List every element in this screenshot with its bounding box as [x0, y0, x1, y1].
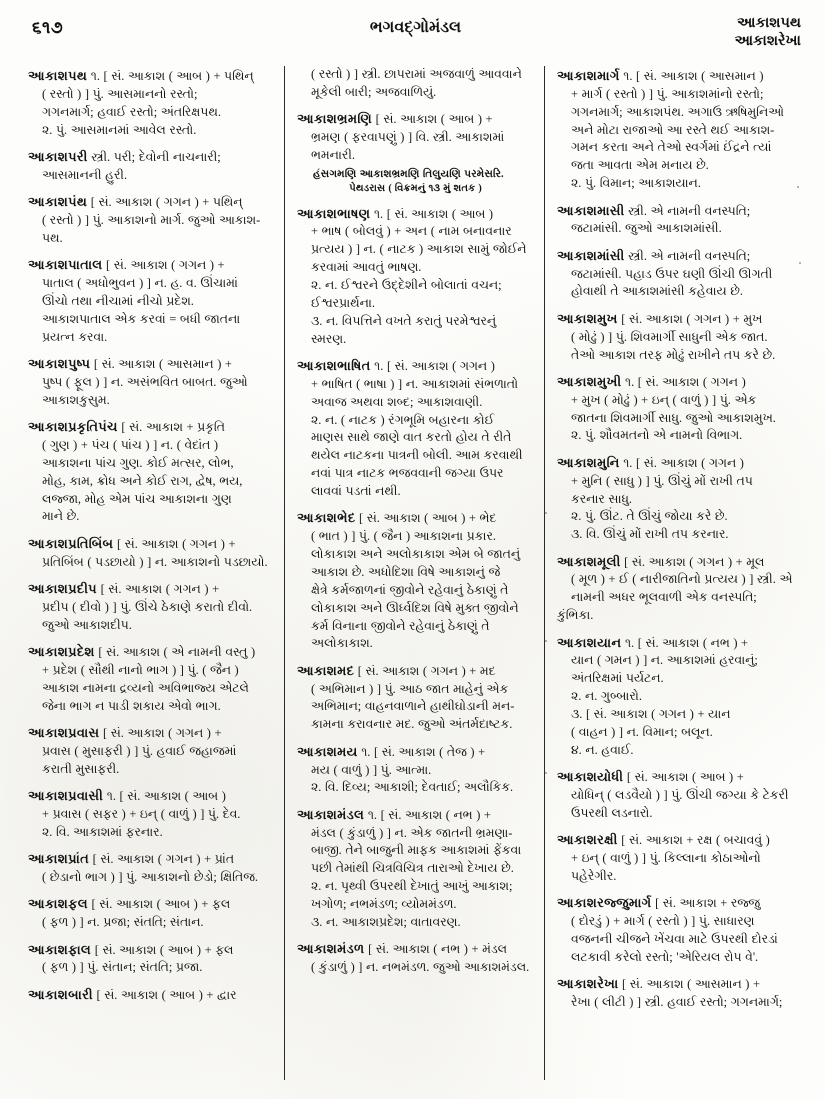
entry-definition-line: [ સં. આકાશ ( આબ ) + ભેદ: [359, 511, 497, 526]
entry-definition-line: આકાશકુસુમ.: [42, 392, 110, 407]
dictionary-entry: [297, 805, 534, 932]
entry-definition-line: પ્રવાસ ( મુસાફરી ) ] પું. હવાઈ જહાજમાં: [42, 743, 237, 758]
entry-headword: આકાશપુષ્પ: [28, 356, 91, 372]
entry-definition-line: માણસ સાથે જાણે વાત કરતો હોય તે રીતે: [311, 430, 512, 445]
entry-definition-line: પ્રયત્ન કરવા.: [42, 329, 108, 344]
entry-headword: આકાશપ્રવાસી: [28, 788, 104, 804]
dictionary-entry: [28, 894, 274, 932]
entry-definition-line: લજ્જા, મોહ એમ પાંચ આકાશના ગુણ: [42, 491, 232, 506]
entry-definition-line: લટકાવી કરેલો રસ્તો; 'એરિયલ રોપ વે'.: [571, 949, 759, 964]
entry-definition-line: [ સં. આકાશ ( ગગન ) + પથિન્: [90, 195, 243, 210]
entry-headword: આકાશમુનિ: [557, 454, 620, 470]
entry-definition-line: ૧. [ સં. આકાશ ( ગગન ): [623, 455, 744, 470]
entry-headword: આકાશપ્રદીપ: [28, 580, 97, 596]
entry-definition-line: [ સં. આકાશ ( આસમાન ) +: [621, 977, 760, 992]
entry-definition-line: નવાં પાત્ર નાટક ભજવવાની જગ્યા ઉપર: [311, 466, 504, 481]
entry-definition-line: તેઓ આકાશ તરફ મોઢું રાખીને તપ કરે છે.: [571, 347, 776, 362]
entry-definition-line: ૨. પું. ઊંટ. તે ઊંચું જોયા કરે છે.: [571, 509, 728, 524]
entry-definition-line: + પ્રવાસ ( સફર ) + ઇન્ ( વાળું ) ] પું. દેવ.: [42, 806, 241, 821]
entry-definition-line: મોહ, કામ, ક્રોધ અને કોઈ રાગ, દ્વેષ, ભય,: [42, 473, 243, 488]
entry-definition-line: અલોકાકાશ.: [311, 636, 373, 651]
dictionary-entry: [28, 579, 274, 635]
entry-definition-line: આકાશપાતાલ એક કરવાં = બધી જાતના: [42, 311, 241, 326]
dictionary-entry: [557, 633, 794, 760]
running-head: [28, 14, 803, 66]
entry-definition-line: અને મોટા રાજાઓ આ રસ્તે થઈ આકાશ-: [571, 122, 775, 137]
entry-definition-line: [ સં. આકાશ ( નભ ) + મંડલ: [368, 942, 507, 957]
entry-headword: આકાશયાન: [557, 634, 622, 650]
entry-definition-line: માને છે.: [42, 509, 80, 524]
entry-definition-line: અભિમાન; વાહનવાળાને હાથીઘોડાની મન-: [311, 699, 515, 714]
entry-headword: આકાશભ્રમણિ: [297, 111, 373, 127]
entry-definition-line: લોકાકાશ અને અલોકાકાશ એમ બે જાતનું: [311, 547, 521, 562]
entry-headword: આકાશપ્રવાસ: [28, 725, 100, 740]
dictionary-entry: [557, 201, 794, 239]
entry-definition-line: ૨. વિ. દિવ્ય; આકાશી; દેવતાઈ; અલૌકિક.: [311, 780, 514, 795]
dictionary-entry: [297, 204, 534, 349]
dictionary-entry: [28, 192, 274, 248]
entry-definition-line: લોકાકાશ અને ઊર્ધ્વદિશ વિષે મુક્ત જીવોને: [311, 600, 519, 615]
entry-definition-line: ૨. ન. ગુબ્બારો.: [571, 689, 642, 704]
entry-definition-line: ( રસ્તો ) ] પું. આસમાનનો રસ્તો;: [42, 86, 198, 101]
dictionary-entry: [557, 974, 794, 1012]
entry-definition-line: પથ.: [42, 230, 63, 245]
entry-headword: આકાશફલ: [28, 896, 88, 912]
book-title: ભગવદ્ગોમંડલ: [369, 19, 462, 36]
entry-headword: આકાશમુખ: [557, 310, 618, 326]
entry-definition-line: + મુખ ( મોઢું ) + ઇન્ ( વાળું ) ] પું. એક: [571, 392, 757, 407]
dictionary-entry: [297, 508, 534, 653]
entry-definition-line: ગગનમાર્ગ; હવાઈ રસ્તો; અંતરિક્ષપથ.: [42, 104, 221, 119]
entry-definition-line: ૧. [ સં. આકાશ ( તેજ ) +: [361, 744, 486, 759]
entry-definition-line: ૨. પું. આસમાનમાં આવેલ રસ્તો.: [42, 122, 197, 137]
dictionary-entry: [28, 985, 274, 1005]
entry-definition-line: આસમાનની હુરી.: [42, 167, 128, 182]
entry-definition-line: ૧. [ સં. આકાશ ( આબ ): [373, 206, 494, 221]
entry-definition-line: [ સં. આકાશ ( ગગન ) + પ્રાંત: [92, 852, 235, 867]
entry-definition-line: [ સં. આકાશ ( આબ ) +: [626, 770, 744, 785]
entry-definition-line: થયેલ નાટકના પાત્રની બોલી. આમ કરવાથી: [311, 448, 523, 463]
entry-definition-line: ૩. ન. વિપત્તિને વખતે કરાતું પરમેશ્વરનું: [311, 313, 497, 328]
entry-definition-line: ગમન કરતા અને તેઓ સ્વર્ગમાં ઈંદ્રને ત્યાં: [571, 140, 772, 155]
entry-definition-line: ( રસ્તો ) ] પું. આકાશનો માર્ગ. જુઓ આકાશ-: [42, 213, 261, 228]
dictionary-entry: [28, 255, 274, 346]
entry-definition-line: + માર્ગ ( રસ્તો ) ] પું. આકાશમાંનો રસ્તો;: [571, 86, 764, 101]
dictionary-entry: [297, 356, 534, 501]
entry-headword: આકાશમુખી: [557, 373, 622, 389]
entry-headword: આકાશમદ: [297, 662, 355, 678]
scan-speck: [545, 512, 547, 514]
entry-citation: હંસગમણિ આકાશભ્રમણિ તિલુયણિ પરમેસરિ.: [313, 168, 504, 180]
entry-definition-line: સ્ત્રી. એ નામની વનસ્પતિ;: [628, 248, 751, 263]
entry-definition-line: અંતરિક્ષમાં પર્યટન.: [571, 671, 664, 686]
entry-headword: આકાશમાંસી: [557, 247, 625, 263]
dictionary-entry: [28, 66, 274, 139]
entry-definition-line: ( અભિમાન ) ] પું. આઠ જાત માહેનું એક: [311, 681, 509, 696]
entry-definition-line: પ્રત્યય ) ] ન. ( નાટક ) આકાશ સામું જોઈને: [311, 242, 527, 257]
entry-headword: આકાશફાલ: [28, 941, 92, 957]
entry-headword: આકાશયોધી: [557, 769, 624, 785]
entry-definition-line: પુષ્પ ( ફૂલ ) ] ન. અસંભવિત બાબત. જુઓ: [42, 374, 248, 389]
entry-headword: આકાશપ્રકૃતિપંચ: [28, 419, 118, 435]
entry-definition-line: હોવાથી તે આકાશમાંસી કહેવાય છે.: [571, 284, 743, 299]
guide-word-first: આકાશપથ: [737, 15, 801, 31]
dictionary-entry: [557, 767, 794, 823]
entry-definition-line: ૧. [ સં. આકાશ ( આબ ) + પથિન્: [90, 69, 254, 83]
entry-definition-line: ઉપરથી લડનારો.: [571, 805, 653, 820]
entry-headword: આકાશમાસી: [557, 202, 625, 218]
entry-definition-line: રેખા ( લીટી ) ] સ્ત્રી. હવાઈ રસ્તો; ગગનમાર્ગ;: [571, 995, 783, 1010]
column-container: [24, 66, 804, 1080]
entry-definition-line: ઈશ્વરપ્રાર્થના.: [311, 295, 375, 310]
entry-definition-line: યોધિન્ ( લડવૈયો ) ] પું. ઊંચી જગ્યા કે ટેકરી: [571, 787, 789, 802]
entry-definition-line: કરવામાં આવતું ભાષણ.: [311, 260, 422, 275]
dictionary-entry: [557, 893, 794, 966]
entry-definition-line: લાવવાં પડતાં નથી.: [311, 484, 401, 498]
entry-definition-line: ( વાહન ) ] ન. વિમાન; બલૂન.: [571, 724, 713, 739]
entry-definition-line: ભમનારી.: [311, 147, 355, 162]
entry-definition-line: ( મોઢું ) ] પું. શિવમાર્ગી સાધુની એક જાત.: [571, 329, 768, 344]
entry-definition-line: કરાતી મુસાફરી.: [42, 761, 120, 776]
entry-definition-line: મંડલ ( કુંડાળું ) ] ન. એક જાતની ભ્રમણા-: [311, 825, 513, 840]
entry-definition-line: ( ગુણ ) + પંચ ( પાંચ ) ] ન. ( વેદાંત ): [42, 437, 219, 452]
entry-definition-line: વજનની ચીજને ખેંચવા માટે ઉપરથી દોરડાં: [571, 931, 778, 946]
entry-definition-line: અવાજ અથવા શબ્દ; આકાશવાણી.: [311, 394, 483, 409]
dictionary-entry: [297, 661, 534, 734]
entry-headword: આકાશપરી: [28, 148, 88, 164]
entry-definition-line: કરનાર સાધુ.: [571, 491, 633, 506]
dictionary-entry: [297, 742, 534, 798]
entry-definition-line: ( ભાત ) ] પું. ( જૈન ) આકાશના પ્રકાર.: [311, 529, 496, 544]
entry-definition-line: ૩. વિ. ઊંચું મોં રાખી તપ કરનાર.: [571, 527, 729, 542]
entry-definition-line: ભ્રમણ ( ફરવાપણું ) ] વિ. સ્ત્રી. આકાશમાં: [311, 130, 505, 145]
scan-speck: [799, 262, 801, 264]
guide-word-last: આકાશરેખા: [734, 33, 801, 50]
entry-definition-line: [ સં. આકાશ ( એ નામની વસ્તુ ): [98, 645, 256, 660]
entry-headword: આકાશપથ: [28, 68, 88, 83]
entry-definition-line: ( ફળ ) ] પું. સંતાન; સંતતિ; પ્રજા.: [42, 960, 203, 975]
scan-speck: [545, 772, 547, 774]
entry-definition-line: ૧. [ સં. આકાશ ( આબ ): [106, 789, 226, 804]
entry-headword: આકાશભાષિત: [297, 357, 371, 373]
entry-headword: આકાશભાષણ: [297, 205, 371, 221]
entry-definition-line: ૧. [ સં. આકાશ ( આસમાન ): [623, 69, 764, 83]
entry-definition-line: + ભાષિત ( ભાષા ) ] ન. આકાશમાં સંભળાતો: [311, 376, 519, 391]
entry-definition-line: [ સં. આકાશ ( આબ ) + ફલ: [91, 897, 231, 912]
entry-headword: આકાશરજ્જુમાર્ગ: [557, 895, 652, 911]
entry-definition-line: [ સં. આકાશ + રજ્જુ: [655, 896, 761, 911]
entry-definition-line: જતા આવતા એમ મનાય છે.: [571, 158, 709, 173]
entry-definition-line: મૂકેલી બારી; અજવાળિયું.: [311, 84, 437, 99]
entry-definition-line: ક્ષેત્રે કર્મજાળનાં જીવોને રહેવાનું ઠેકાણું તે: [311, 582, 509, 597]
dictionary-entry: [557, 66, 794, 193]
scan-speck: [797, 186, 799, 188]
entry-definition-line: [ સં. આકાશ ( આબ ) + ફલ: [94, 942, 234, 957]
entry-definition-line: આકાશ નામના દ્રવ્યનો અવિભાજ્ય એટલે: [42, 680, 249, 695]
entry-definition-line: સ્ત્રી. એ નામની વનસ્પતિ;: [628, 203, 751, 218]
dictionary-entry: [557, 830, 794, 886]
entry-headword: આકાશપ્રતિબિંબ: [28, 535, 114, 551]
entry-headword: આકાશભેદ: [297, 510, 356, 526]
entry-definition-line: જાતના શિવમાર્ગી સાધુ. જુઓ આકાશમુખ.: [571, 410, 776, 425]
entry-definition-line: આકાશના પાંચ ગુણ. કોઈ મત્સર, લોભ,: [42, 455, 234, 470]
entry-definition-line: બાજી. તેને બાજુની માફક આકાશમાં ફેંકવા: [311, 843, 522, 858]
dictionary-entry: [28, 642, 274, 715]
dictionary-entry: [28, 147, 274, 185]
dictionary-entry: [28, 849, 274, 887]
dictionary-entry: [297, 109, 534, 196]
entry-definition-line: ૧. [ સં. આકાશ ( નભ ) +: [367, 807, 491, 822]
entry-definition-line: ૨. વિ. આકાશમાં ફરનાર.: [42, 824, 163, 839]
entry-citation-source: પેથડરાસ ( વિક્રમનું ૧૩ મું શતક ): [349, 182, 482, 194]
entry-definition-line: [ સં. આકાશ + પ્રકૃતિ: [121, 420, 225, 435]
entry-headword: આકાશમય: [297, 743, 358, 759]
entry-definition-line: જુઓ આકાશદીપ.: [42, 617, 132, 632]
dictionary-entry: [557, 246, 794, 302]
dictionary-entry: [557, 552, 794, 625]
entry-definition-line: ( કુંડાળું ) ] ન. નભમંડળ. જુઓ આકાશમંડલ.: [311, 960, 530, 975]
entry-definition-line: [ સં. આકાશ ( ગગન ) +: [116, 536, 236, 551]
entry-definition-line: ( દોરડું ) + માર્ગ ( રસ્તો ) ] પું. સાધારણ: [571, 914, 755, 929]
entry-headword: આકાશમાર્ગ: [557, 68, 620, 83]
entry-headword: આકાશબારી: [28, 986, 93, 1002]
entry-definition-line: [ સં. આકાશ ( ગગન ) + મૂલ: [624, 554, 765, 569]
entry-definition-line: ૩. [ સં. આકાશ ( ગગન ) + યાન: [571, 707, 731, 721]
entry-definition-line: [ સં. આકાશ ( ગગન ) +: [106, 258, 225, 273]
entry-definition-line: ( મૂળ ) + ઈ ( નારીજાતિનો પ્રત્યય ) ] સ્ત્રી. એ: [571, 572, 793, 587]
entry-definition-line: ૨. પું. વિમાન; આકાશયાન.: [571, 176, 701, 191]
entry-headword: આકાશપાતાલ: [28, 257, 103, 273]
dictionary-entry: [557, 372, 794, 445]
entry-definition-line: ૪. ન. હવાઈ.: [571, 742, 634, 757]
entry-definition-line: જટામાંસી. પહાડ ઉપર ઘણી ઊંચી ઊગતી: [571, 266, 773, 281]
entry-definition-line: પછી તેમાંથી ચિત્રવિચિત્ર તારાઓ દેખાય છે.: [311, 861, 514, 876]
entry-definition-line: [ સં. આકાશ ( આબ ) + દ્વાર: [96, 987, 237, 1002]
entry-definition-line: ૩. ન. આકાશપ્રદેશ; વાતાવરણ.: [311, 914, 461, 929]
entry-definition-line: પાતાલ ( અધોભુવન ) ] ન. હ. વ. ઊંચામાં: [42, 276, 238, 291]
entry-definition-line: + ઇન્ ( વાળું ) ] પું. કિલ્લાના કોઠાઓનો: [571, 851, 761, 866]
entry-headword: આકાશપ્રાંત: [28, 851, 90, 867]
entry-headword: આકાશમૂલી: [557, 553, 621, 569]
entry-definition-line: કામના કરાવનાર મદ. જુઓ અંતર્મદાષ્ટક.: [311, 717, 513, 732]
entry-definition-line: સ્મરણ.: [311, 331, 347, 346]
entry-definition-line: જટામાંસી. જુઓ આકાશમાંસી.: [571, 221, 722, 236]
dictionary-entry: [297, 66, 534, 102]
entry-definition-line: [ સં. આકાશ ( ગગન ) +: [100, 581, 220, 596]
entry-definition-line: ( છેડાનો ભાગ ) ] પું. આકાશનો છેડો; ક્ષિતિજ.: [42, 870, 259, 885]
dictionary-entry: [28, 354, 274, 410]
dictionary-entry: [297, 939, 534, 977]
entry-definition-line: ૨. ન. ( નાટક ) રંગભૂમિ બહારના કોઈ: [311, 412, 495, 427]
text-column-2: [284, 66, 544, 1080]
entry-definition-line: ૨. ન. ઈશ્વરને ઉદ્દેશીને બોલાતાં વચન;: [311, 278, 502, 293]
entry-definition-line: જેના ભાગ ન પાડી શકાય એવો ભાગ.: [42, 698, 221, 713]
guide-words: [735, 14, 801, 50]
entry-definition-line: ( રસ્તો ) ] સ્ત્રી. છાપરામાં અજવાળું આવવાને: [311, 67, 522, 81]
page-number: ૬૧૭: [32, 18, 64, 37]
entry-definition-line: [ સં. આકાશ ( આસમાન ) +: [93, 357, 232, 372]
dictionary-entry: [557, 453, 794, 544]
entry-definition-line: [ સં. આકાશ ( ગગન ) +: [102, 726, 222, 740]
entry-definition-line: નામની અધર ભૂલવાળી એક વનસ્પતિ; કુંભિકા.: [557, 590, 757, 623]
entry-definition-line: ૧. [ સં. આકાશ ( ગગન ): [625, 374, 746, 389]
entry-definition-line: + ભાષ ( બોલવું ) + અન ( નામ બનાવનાર: [311, 224, 512, 239]
entry-definition-line: ખગોળ; નભમંડળ; વ્યોમમંડળ.: [311, 897, 457, 912]
entry-headword: આકાશપંથ: [28, 194, 88, 210]
entry-headword: આકાશરેખા: [557, 976, 619, 992]
entry-headword: આકાશમંડળ: [297, 941, 365, 957]
entry-definition-line: ઊંચો તથા નીચામાં નીચો પ્રદેશ.: [42, 293, 194, 308]
entry-definition-line: પહેરેગીર.: [571, 868, 617, 883]
text-column-1: [24, 66, 284, 1080]
entry-definition-line: [ સં. આકાશ ( ગગન ) + મદ: [357, 663, 496, 678]
entry-headword: આકાશપ્રદેશ: [28, 644, 95, 660]
entry-definition-line: આકાશ છે. અધોદિશા વિષે આકાશનું જે: [311, 564, 501, 579]
entry-definition-line: [ સં. આકાશ + રક્ષ ( બચાવવું ): [621, 833, 770, 848]
entry-definition-line: કર્મ વિનાના જીવોને રહેવાનું ઠેકાણું તે: [311, 618, 490, 633]
entry-definition-line: ગગનમાર્ગ; આકાશપંથ. અગાઉ ઋષિમુનિઓ: [571, 104, 784, 119]
entry-definition-line: ૧. [ સં. આકાશ ( નભ ) +: [624, 635, 749, 650]
entry-definition-line: પ્રદીપ ( દીવો ) ] પું. ઊંચે ઠેકાણે કરાતો દીવો.: [42, 599, 253, 614]
entry-definition-line: + મુનિ ( સાધુ ) ] પું. ઊંચું મોં રાખી તપ: [571, 473, 753, 488]
dictionary-entry: [28, 723, 274, 779]
entry-definition-line: ૨. પું. શૌવમતનો એ નામનો વિભાગ.: [571, 428, 743, 443]
dictionary-entry: [28, 417, 274, 526]
entry-definition-line: [ સં. આકાશ ( ગગન ) + મુખ: [621, 311, 763, 326]
dictionary-entry: [28, 940, 274, 978]
entry-definition-line: + પ્રદેશ ( સૌથી નાનો ભાગ ) ] પું. ( જૈન ): [42, 662, 239, 677]
text-column-3: [544, 66, 804, 1080]
entry-definition-line: મય ( વાળું ) ] પું. આત્મા.: [311, 762, 432, 777]
scan-speck: [545, 640, 547, 642]
dictionary-entry: [557, 309, 794, 365]
entry-definition-line: સ્ત્રી. પરી; દેવોની નાચનારી;: [91, 149, 221, 164]
entry-definition-line: ૨. ન. પૃથ્વી ઉપરથી દેખાતું આખું આકાશ;: [311, 879, 513, 894]
entry-definition-line: ૧. [ સં. આકાશ ( ગગન ): [374, 358, 495, 373]
entry-definition-line: પ્રતિબિંબ ( પડછાયો ) ] ન. આકાશનો પડછાયો.: [42, 554, 268, 569]
entry-headword: આકાશરક્ષી: [557, 832, 618, 848]
entry-definition-line: યાન ( ગમન ) ] ન. આકાશમાં હરવાનું;: [571, 653, 758, 668]
entry-definition-line: ( ફળ ) ] ન. પ્રજા; સંતતિ; સંતાન.: [42, 915, 204, 930]
dictionary-entry: [28, 786, 274, 842]
entry-headword: આકાશમંડલ: [297, 806, 365, 822]
dictionary-entry: [28, 534, 274, 572]
entry-definition-line: [ સં. આકાશ ( આબ ) +: [375, 112, 493, 127]
